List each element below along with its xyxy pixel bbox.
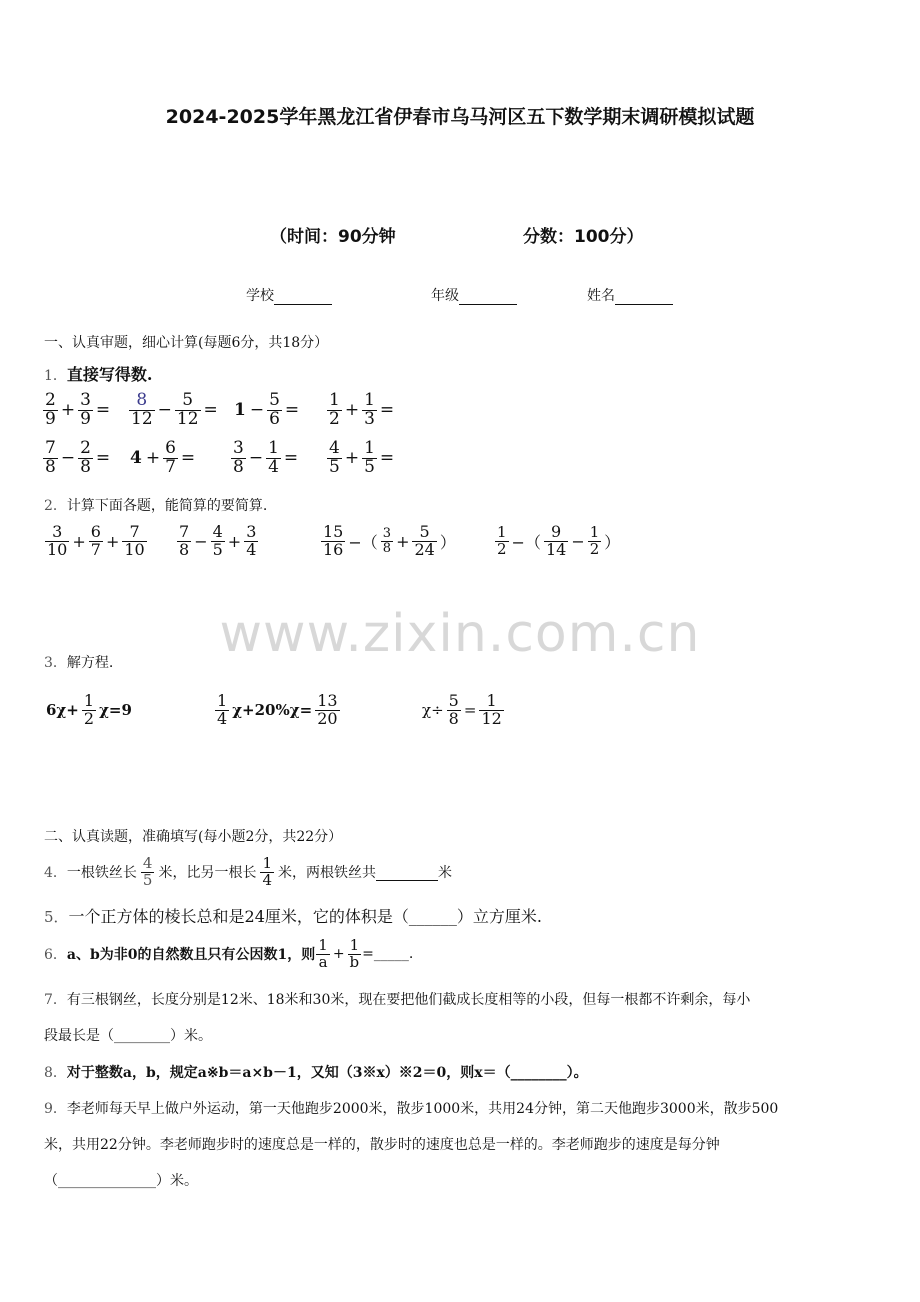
q2-expr-3: $\frac{15}{16}$ −（ $\frac{3}{8}$ + $\frac{5}{24}$ ） (323, 522, 456, 559)
q3-equation-3: χ÷ $\frac{5}{8}$ = $\frac{1}{12}$ (422, 691, 502, 728)
q1-expr-3: 1 − $\frac{5}{6}$ = (234, 390, 300, 429)
question-7-line2: 段最长是（________）米。 (44, 1028, 212, 1044)
question-8: 8．对于整数a，b，规定a※b＝a×b－1，又知（3※x）※2＝0，则x＝（________）。 (44, 1065, 588, 1081)
watermark: www.zixin.com.cn (219, 604, 701, 664)
question-9-line3: （______________）米。 (44, 1173, 198, 1189)
q1-expr-5: $\frac{7}{8}$ − $\frac{2}{8}$ = (45, 438, 111, 477)
q2-expr-2: $\frac{7}{8}$ − $\frac{4}{5}$ + $\frac{3}{4}$ (179, 522, 257, 559)
q1-expr-1: $\frac{2}{9}$ + $\frac{3}{9}$ = (45, 390, 111, 429)
q2-expr-1: $\frac{3}{10}$ + $\frac{6}{7}$ + $\frac{7}{10}$ (47, 522, 145, 559)
question-9-line2: 米，共用22分钟。李老师跑步时的速度总是一样的，散步时的速度也总是一样的。李老师跑步的速度是每分钟 (44, 1137, 720, 1153)
question-7-line1: 7．有三根钢丝，长度分别是12米、18米和30米，现在要把他们截成长度相等的小段，但每一根都不许剩余，每小 (44, 992, 751, 1008)
question-4: 4． 一根铁丝长 $\frac{4}{5}$ 米，比另一根长 $\frac{1}{4}$ 米，两根铁丝共 米 (44, 854, 453, 889)
question-5: 5．一个正方体的棱长总和是24厘米，它的体积是（______）立方厘米. (44, 907, 542, 926)
section1-heading: 一、认真审题，细心计算(每题6分，共18分） (44, 335, 329, 351)
q2-expr-4: $\frac{1}{2}$ −（ $\frac{9}{14}$ − $\frac{1}{2}$ ） (497, 522, 621, 559)
q1-expr-8: $\frac{4}{5}$ + $\frac{1}{5}$ = (329, 438, 395, 477)
exam-score: 分数：100分） (523, 227, 644, 247)
page-title: 2024-2025学年黑龙江省伊春市乌马河区五下数学期末调研模拟试题 (165, 106, 755, 128)
q1-expr-4: $\frac{1}{2}$ + $\frac{1}{3}$ = (329, 390, 395, 429)
q3-equation-2: $\frac{1}{4}$ χ+20%χ= $\frac{13}{20}$ (217, 691, 338, 728)
name-field[interactable]: 姓名 (587, 285, 673, 305)
q3-equation-1: 6χ+ $\frac{1}{2}$ χ=9 (46, 691, 132, 728)
question-6: 6． a、b为非0的自然数且只有公因数1，则 $\frac{1}{a}$ + $\frac{1}{b}$ =_____. (44, 936, 414, 971)
question-2-title: 2．计算下面各题，能简算的要简算. (44, 498, 268, 514)
q1-expr-6: 4 + $\frac{6}{7}$ = (130, 438, 196, 477)
q1-expr-2: $\frac{8}{12}$ − $\frac{5}{12}$ = (131, 390, 218, 429)
section2-heading: 二、认真读题，准确填写(每小题2分，共22分） (44, 829, 343, 845)
exam-time: （时间：90分钟 (270, 227, 396, 247)
question-9-line1: 9．李老师每天早上做户外运动，第一天他跑步2000米，散步1000米，共用24分钟，第二天他跑步3000米，散步500 (44, 1101, 779, 1117)
q1-expr-7: $\frac{3}{8}$ − $\frac{1}{4}$ = (233, 438, 299, 477)
question-1-title: 1．直接写得数. (44, 365, 153, 384)
school-field[interactable]: 学校 (246, 285, 332, 305)
question-3-title: 3．解方程. (44, 655, 114, 671)
grade-field[interactable]: 年级 (431, 285, 517, 305)
